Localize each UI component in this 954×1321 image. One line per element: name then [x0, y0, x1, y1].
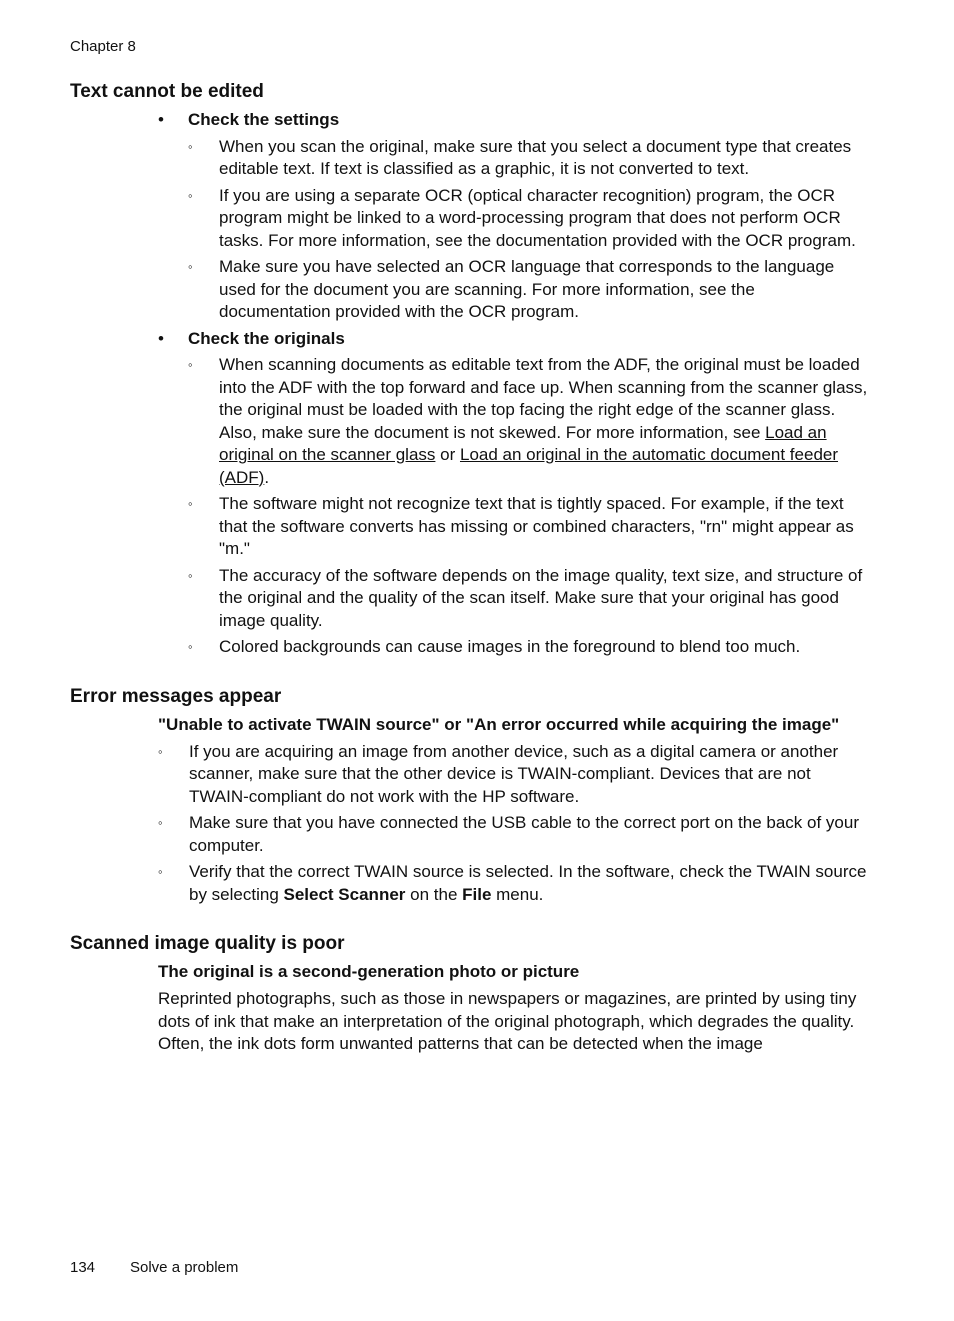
- item-text: The software might not recognize text that is tightly spaced. For example, if the text that the software converts has missing or combined characters, "rn" might appear as "m.": [219, 494, 854, 558]
- circle-marker: ◦: [188, 357, 193, 372]
- circle-marker: ◦: [188, 496, 193, 511]
- list-item: [158, 109, 870, 324]
- sub-list-item: [188, 354, 870, 489]
- section-text-cannot-be-edited: [70, 80, 870, 659]
- sub-list-item: [188, 636, 870, 659]
- sub-list-item: [158, 861, 870, 906]
- sub-list: [188, 136, 870, 324]
- sub-list-item: [188, 185, 870, 253]
- item-text: When you scan the original, make sure that you select a document type that creates editable text. If text is classified as a graphic, it is not converted to text.: [219, 136, 852, 178]
- page-footer: [70, 1259, 238, 1276]
- circle-marker: ◦: [158, 743, 163, 759]
- circle-marker: ◦: [188, 187, 193, 203]
- item-text: .: [264, 467, 270, 487]
- body-paragraph: Reprinted photographs, such as those in newspapers or magazines, are printed by using tiny dots of ink that make an interpretation of the original photograph, which degrades the quality. Often, the ink dots form unwanted patterns that can be detected when the image: [158, 989, 857, 1053]
- circle-marker: ◦: [188, 639, 193, 654]
- sub-list-item: [188, 136, 870, 181]
- item-text: If you are using a separate OCR (optical character recognition) program, the OCR program might be linked to a word-processing program that does not perform OCR tasks. For more information, see the documentation provided with the OCR program.: [219, 185, 856, 250]
- item-text: or: [435, 445, 460, 464]
- sub-list: [188, 354, 870, 659]
- bullet-marker: •: [158, 110, 164, 129]
- section-scanned-image-quality: [70, 932, 870, 1056]
- sub-list: [158, 741, 870, 907]
- sub-list-item: [188, 493, 870, 561]
- item-text: menu.: [491, 884, 544, 904]
- list-item-title: Check the originals: [188, 328, 345, 348]
- menu-item-name: Select Scanner: [283, 884, 406, 904]
- subheading: "Unable to activate TWAIN source" or "An error occurred while acquiring the image": [158, 714, 840, 734]
- item-text: If you are acquiring an image from another device, such as a digital camera or another scanner, make sure that the other device is TWAIN-compliant. Devices that are not TWAIN-compliant do not work with the HP software.: [189, 741, 839, 806]
- link-adf[interactable]: Load an original in the automatic document feeder (ADF): [219, 445, 839, 487]
- sub-list-item: [188, 565, 870, 633]
- list-item: [158, 328, 870, 659]
- sub-list-item: [158, 812, 870, 857]
- bullet-marker: •: [158, 328, 164, 348]
- item-text: Verify that the correct TWAIN source is selected. In the software, check the TWAIN source by selecting: [189, 862, 867, 904]
- menu-name: File: [462, 884, 492, 904]
- circle-marker: ◦: [188, 567, 193, 583]
- circle-marker: ◦: [158, 815, 163, 830]
- section-heading: Text cannot be edited: [70, 81, 264, 102]
- item-text: Make sure that you have connected the USB cable to the correct port on the back of your computer.: [189, 813, 859, 855]
- sub-list-item: [188, 256, 870, 324]
- subheading: The original is a second-generation photo or picture: [158, 962, 580, 981]
- item-text: When scanning documents as editable text from the ADF, the original must be loaded into the ADF with the top forward and face up. When scanning from the scanner glass, the original must be loaded with the top facing the right edge of the scanner glass. Also, make sure the document is not skewed. For more information, see: [219, 355, 868, 442]
- list-item-title: Check the settings: [188, 110, 340, 129]
- sub-list-item: [158, 741, 870, 809]
- item-text: Make sure you have selected an OCR language that corresponds to the language used for the document you are scanning. For more information, see the documentation provided with the OCR program.: [219, 257, 835, 321]
- item-text: on the: [405, 884, 463, 904]
- section-error-messages: [70, 685, 870, 907]
- item-text: Colored backgrounds can cause images in the foreground to blend too much.: [219, 637, 801, 656]
- page-number: 134: [70, 1259, 96, 1276]
- item-text: The accuracy of the software depends on the image quality, text size, and structure of the original and the quality of the scan itself. Make sure that your original has good image quality.: [219, 565, 863, 630]
- circle-marker: ◦: [188, 138, 193, 154]
- page-content: [70, 80, 870, 1056]
- chapter-header: Chapter 8: [70, 38, 136, 55]
- circle-marker: ◦: [158, 864, 163, 879]
- section-heading: Scanned image quality is poor: [70, 933, 345, 954]
- link-scanner-glass[interactable]: Load an original on the scanner glass: [219, 422, 827, 464]
- bullet-list: [158, 109, 870, 659]
- footer-section: Solve a problem: [130, 1259, 239, 1276]
- circle-marker: ◦: [188, 259, 193, 274]
- section-heading: Error messages appear: [70, 685, 282, 707]
